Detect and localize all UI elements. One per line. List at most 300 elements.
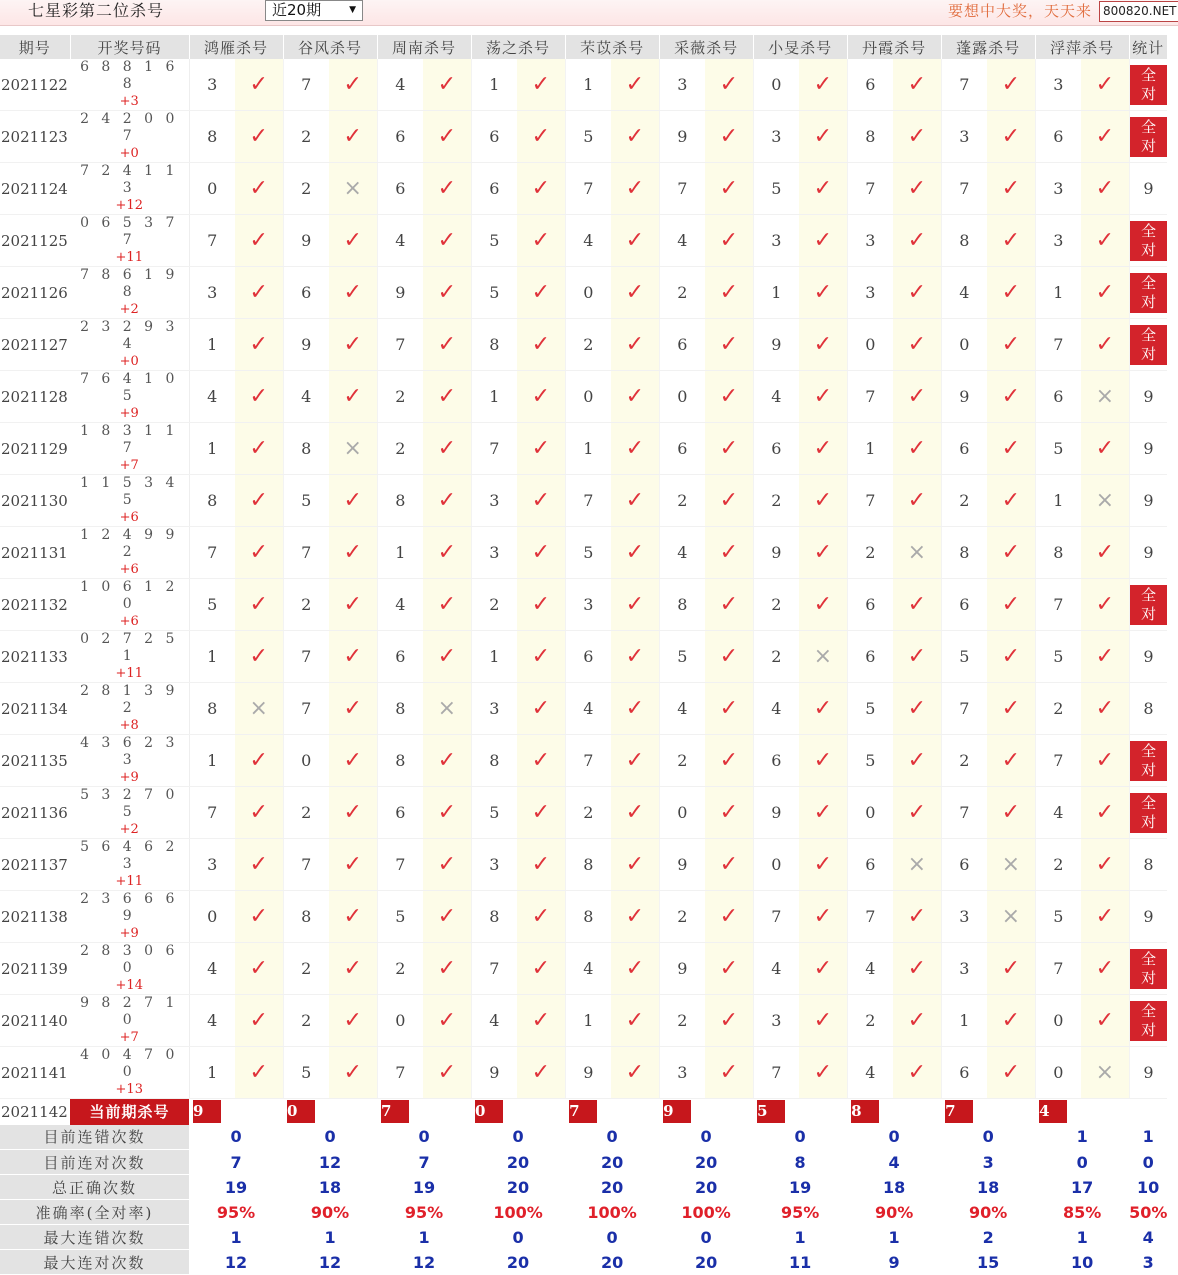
draw-digits: 1 0 6 1 2 0 [80, 579, 179, 612]
kill-number: 2 [283, 579, 329, 631]
result-cell [987, 215, 1035, 267]
result-cell [705, 215, 753, 267]
check-icon: ✓ [1001, 955, 1021, 981]
col-header-issue: 期号 [0, 35, 70, 59]
draw-cell [70, 215, 189, 267]
check-icon: ✓ [719, 123, 739, 149]
check-icon: ✓ [531, 747, 551, 773]
check-icon: ✓ [813, 539, 833, 565]
issue-number: 2021136 [0, 787, 70, 839]
stats-label: 最大连对次数 [0, 1250, 189, 1275]
result-cell [799, 423, 847, 475]
check-icon: ✓ [625, 1059, 645, 1085]
issue-number: 2021141 [0, 1047, 70, 1099]
check-icon: ✓ [343, 331, 362, 357]
site-badge[interactable]: 800820.NET [1099, 1, 1178, 22]
stats-value: 90% [941, 1200, 1035, 1225]
check-icon: ✓ [1095, 799, 1115, 825]
current-issue: 2021142 [0, 1099, 70, 1125]
kill-number: 3 [753, 111, 799, 163]
current-kill-cell [1035, 1099, 1129, 1125]
result-cell [987, 423, 1035, 475]
kill-number: 5 [847, 735, 893, 787]
result-cell [611, 163, 659, 215]
draw-digits: 9 8 2 7 1 0 [80, 995, 179, 1028]
result-cell [1081, 371, 1129, 423]
check-icon: ✓ [625, 71, 645, 97]
result-cell [987, 631, 1035, 683]
check-icon: ✓ [907, 71, 927, 97]
current-kill-number: 7 [381, 1100, 409, 1123]
check-icon: ✓ [343, 643, 362, 669]
stats-value: 0 [565, 1125, 659, 1150]
result-cell [1081, 683, 1129, 735]
table-row [0, 943, 1167, 995]
draw-increment: +0 [119, 354, 139, 369]
draw-digits: 5 3 2 7 0 5 [80, 787, 179, 820]
check-icon: ✓ [813, 591, 833, 617]
check-icon: ✓ [1001, 747, 1021, 773]
result-cell [893, 527, 941, 579]
stats-row [0, 1125, 1167, 1150]
issue-number: 2021131 [0, 527, 70, 579]
check-icon: ✓ [907, 695, 927, 721]
all-correct-badge: 全 对 [1130, 65, 1168, 105]
check-icon: ✓ [719, 227, 739, 253]
table-row [0, 111, 1167, 163]
result-cell [799, 111, 847, 163]
result-cell [705, 527, 753, 579]
kill-number: 2 [847, 995, 893, 1047]
check-icon: ✓ [719, 331, 739, 357]
check-icon: ✓ [813, 123, 833, 149]
stats-value: 1 [377, 1225, 471, 1250]
draw-cell [70, 735, 189, 787]
result-cell [423, 111, 471, 163]
draw-cell [70, 839, 189, 891]
issue-number: 2021140 [0, 995, 70, 1047]
check-icon: ✓ [343, 487, 362, 513]
cross-icon: × [907, 539, 927, 565]
stats-label: 准确率(全对率) [0, 1200, 189, 1225]
check-icon: ✓ [343, 227, 362, 253]
check-icon: ✓ [625, 955, 645, 981]
stats-total: 1 [1129, 1125, 1167, 1150]
draw-cell [70, 787, 189, 839]
kill-number: 4 [565, 683, 611, 735]
kill-number: 6 [847, 839, 893, 891]
stats-value: 20 [471, 1250, 565, 1275]
check-icon: ✓ [625, 747, 645, 773]
cross-icon: × [1095, 1059, 1115, 1085]
kill-number: 4 [565, 215, 611, 267]
kill-number: 4 [283, 371, 329, 423]
draw-increment: +8 [119, 718, 139, 733]
current-kill-cell [847, 1099, 941, 1125]
result-cell [893, 839, 941, 891]
stats-value: 1 [283, 1225, 377, 1250]
check-icon: ✓ [531, 643, 551, 669]
stats-value: 0 [471, 1125, 565, 1150]
check-icon: ✓ [907, 955, 927, 981]
all-correct-badge: 全 对 [1130, 221, 1168, 261]
result-cell [799, 579, 847, 631]
draw-cell [70, 319, 189, 371]
kill-number: 2 [659, 995, 705, 1047]
check-icon: ✓ [437, 1059, 456, 1085]
kill-number: 4 [941, 267, 987, 319]
result-cell [1081, 735, 1129, 787]
check-icon: ✓ [249, 539, 268, 565]
check-icon: ✓ [531, 1007, 551, 1033]
kill-number: 6 [941, 579, 987, 631]
check-icon: ✓ [531, 591, 551, 617]
check-icon: ✓ [719, 383, 739, 409]
stats-value: 19 [377, 1175, 471, 1200]
current-kill-cell [941, 1099, 1035, 1125]
check-icon: ✓ [343, 955, 362, 981]
kill-number: 1 [847, 423, 893, 475]
kill-number: 4 [377, 579, 423, 631]
check-icon: ✓ [343, 1007, 362, 1033]
stats-value: 12 [377, 1250, 471, 1275]
stats-total: 50% [1129, 1200, 1167, 1225]
stats-row [0, 1150, 1167, 1175]
table-row [0, 891, 1167, 943]
check-icon: ✓ [531, 331, 551, 357]
kill-number: 9 [659, 111, 705, 163]
stats-label: 目前连对次数 [0, 1150, 189, 1175]
kill-number: 8 [941, 527, 987, 579]
kill-number: 1 [941, 995, 987, 1047]
kill-number: 3 [941, 943, 987, 995]
stats-value: 8 [753, 1150, 847, 1175]
draw-digits: 7 6 4 1 0 5 [80, 371, 179, 404]
kill-number: 7 [283, 59, 329, 111]
kill-number: 0 [1035, 995, 1081, 1047]
cross-icon: × [437, 695, 456, 721]
result-cell [517, 839, 565, 891]
check-icon: ✓ [437, 591, 456, 617]
result-cell [987, 59, 1035, 111]
result-cell [893, 371, 941, 423]
check-icon: ✓ [813, 383, 833, 409]
stat-cell [1129, 891, 1167, 943]
check-icon: ✓ [813, 851, 833, 877]
check-icon: ✓ [343, 383, 362, 409]
result-cell [893, 891, 941, 943]
check-icon: ✓ [1001, 123, 1021, 149]
result-cell [235, 787, 283, 839]
result-cell [329, 579, 377, 631]
kill-number: 8 [471, 735, 517, 787]
col-header-expert: 荡之杀号 [471, 35, 565, 59]
check-icon: ✓ [625, 851, 645, 877]
result-cell [235, 995, 283, 1047]
draw-increment: +13 [115, 1082, 143, 1097]
result-cell [329, 163, 377, 215]
check-icon: ✓ [531, 123, 551, 149]
result-cell [1081, 839, 1129, 891]
period-select-value: 近20期 [272, 1, 322, 19]
result-cell [893, 943, 941, 995]
kill-number: 7 [941, 683, 987, 735]
result-cell [611, 943, 659, 995]
check-icon: ✓ [813, 71, 833, 97]
check-icon: ✓ [437, 331, 456, 357]
issue-number: 2021122 [0, 59, 70, 111]
all-correct-badge: 全 对 [1130, 585, 1168, 625]
kill-number: 5 [471, 215, 517, 267]
check-icon: ✓ [531, 71, 551, 97]
table-row [0, 163, 1167, 215]
kill-number: 4 [471, 995, 517, 1047]
kill-number: 4 [565, 943, 611, 995]
check-icon: ✓ [437, 799, 456, 825]
kill-number: 3 [471, 839, 517, 891]
kill-number: 2 [753, 631, 799, 683]
issue-number: 2021137 [0, 839, 70, 891]
stats-value: 85% [1035, 1200, 1129, 1225]
kill-number: 7 [471, 423, 517, 475]
kill-number: 3 [189, 839, 235, 891]
kill-number: 2 [1035, 683, 1081, 735]
result-cell [987, 839, 1035, 891]
result-cell [799, 735, 847, 787]
result-cell [1081, 891, 1129, 943]
result-cell [517, 995, 565, 1047]
table-row [0, 631, 1167, 683]
stats-value: 0 [189, 1125, 283, 1150]
check-icon: ✓ [625, 279, 645, 305]
draw-digits: 2 3 2 9 3 4 [80, 319, 179, 352]
draw-increment: +11 [115, 250, 143, 265]
check-icon: ✓ [1095, 435, 1115, 461]
result-cell [799, 371, 847, 423]
stats-value: 95% [189, 1200, 283, 1225]
kill-number: 3 [753, 215, 799, 267]
check-icon: ✓ [719, 1007, 739, 1033]
check-icon: ✓ [813, 747, 833, 773]
stats-value: 0 [377, 1125, 471, 1150]
result-cell [705, 839, 753, 891]
kill-number: 1 [189, 319, 235, 371]
kill-number: 5 [283, 1047, 329, 1099]
kill-number: 6 [377, 631, 423, 683]
kill-number: 1 [565, 423, 611, 475]
stats-value: 100% [471, 1200, 565, 1225]
kill-number: 4 [189, 371, 235, 423]
check-icon: ✓ [249, 955, 268, 981]
kill-number: 6 [941, 1047, 987, 1099]
stats-value: 4 [847, 1150, 941, 1175]
kill-number: 1 [189, 735, 235, 787]
result-cell [1081, 267, 1129, 319]
col-header-expert: 谷风杀号 [283, 35, 377, 59]
result-cell [799, 995, 847, 1047]
kill-number: 7 [1035, 579, 1081, 631]
kill-number: 0 [659, 371, 705, 423]
draw-cell [70, 527, 189, 579]
kill-number: 3 [471, 683, 517, 735]
check-icon: ✓ [907, 1007, 927, 1033]
table-row [0, 995, 1167, 1047]
correct-count: 9 [1143, 543, 1154, 562]
cross-icon: × [1001, 851, 1021, 877]
check-icon: ✓ [625, 799, 645, 825]
check-icon: ✓ [343, 903, 362, 929]
result-cell [799, 943, 847, 995]
check-icon: ✓ [1095, 331, 1115, 357]
kill-number: 1 [189, 423, 235, 475]
check-icon: ✓ [813, 487, 833, 513]
issue-number: 2021128 [0, 371, 70, 423]
check-icon: ✓ [531, 435, 551, 461]
stats-value: 90% [847, 1200, 941, 1225]
kill-number: 2 [565, 319, 611, 371]
stats-value: 3 [941, 1150, 1035, 1175]
current-kill-cell [189, 1099, 283, 1125]
header-row [0, 35, 1167, 59]
result-cell [705, 371, 753, 423]
kill-number: 2 [283, 163, 329, 215]
result-cell [235, 215, 283, 267]
draw-increment: +12 [115, 198, 143, 213]
stats-value: 0 [753, 1125, 847, 1150]
check-icon: ✓ [907, 331, 927, 357]
result-cell [611, 891, 659, 943]
kill-number: 7 [471, 943, 517, 995]
result-cell [611, 839, 659, 891]
table-row [0, 735, 1167, 787]
kill-number: 7 [847, 163, 893, 215]
result-cell [799, 59, 847, 111]
result-cell [423, 631, 471, 683]
kill-number: 4 [189, 943, 235, 995]
col-header-expert: 浮萍杀号 [1035, 35, 1129, 59]
check-icon: ✓ [907, 747, 927, 773]
result-cell [611, 267, 659, 319]
kill-number: 1 [1035, 475, 1081, 527]
result-cell [611, 995, 659, 1047]
check-icon: ✓ [1095, 123, 1115, 149]
draw-increment: +11 [115, 874, 143, 889]
stats-value: 20 [659, 1150, 753, 1175]
result-cell [329, 1047, 377, 1099]
result-cell [423, 787, 471, 839]
check-icon: ✓ [437, 955, 456, 981]
stats-value: 20 [659, 1175, 753, 1200]
kill-number: 8 [659, 579, 705, 631]
result-cell [987, 111, 1035, 163]
result-cell [705, 891, 753, 943]
stat-cell [1129, 371, 1167, 423]
kill-number: 9 [941, 371, 987, 423]
all-correct-badge: 全 对 [1130, 741, 1168, 781]
result-cell [517, 735, 565, 787]
stats-value: 0 [941, 1125, 1035, 1150]
result-cell [235, 943, 283, 995]
result-cell [329, 215, 377, 267]
result-cell [235, 475, 283, 527]
table-row [0, 787, 1167, 839]
draw-increment: +9 [119, 406, 139, 421]
kill-number: 3 [1035, 215, 1081, 267]
col-header-expert: 采薇杀号 [659, 35, 753, 59]
stats-value: 20 [565, 1175, 659, 1200]
check-icon: ✓ [437, 487, 456, 513]
check-icon: ✓ [625, 1007, 645, 1033]
result-cell [235, 527, 283, 579]
result-cell [987, 371, 1035, 423]
kill-number: 7 [377, 319, 423, 371]
result-cell [329, 787, 377, 839]
kill-number: 5 [377, 891, 423, 943]
result-cell [423, 995, 471, 1047]
check-icon: ✓ [343, 71, 362, 97]
check-icon: ✓ [437, 175, 456, 201]
correct-count: 9 [1143, 907, 1154, 926]
kill-number: 6 [471, 163, 517, 215]
slogan-marquee: 要想中大奖，天天来 [948, 2, 1093, 20]
kill-number: 5 [1035, 423, 1081, 475]
check-icon: ✓ [249, 383, 268, 409]
kill-number: 2 [377, 423, 423, 475]
stats-value: 18 [941, 1175, 1035, 1200]
kill-number: 7 [377, 1047, 423, 1099]
kill-number: 5 [565, 527, 611, 579]
result-cell [611, 1047, 659, 1099]
result-cell [705, 423, 753, 475]
stats-total: 0 [1129, 1150, 1167, 1175]
stats-total: 4 [1129, 1225, 1167, 1250]
check-icon: ✓ [249, 591, 268, 617]
kill-number: 9 [283, 215, 329, 267]
result-cell [423, 1047, 471, 1099]
result-cell [893, 59, 941, 111]
check-icon: ✓ [531, 383, 551, 409]
result-cell [893, 579, 941, 631]
period-select[interactable] [265, 0, 363, 21]
check-icon: ✓ [719, 279, 739, 305]
result-cell [1081, 943, 1129, 995]
kill-number: 6 [847, 631, 893, 683]
draw-digits: 7 8 6 1 9 8 [80, 267, 179, 300]
check-icon: ✓ [625, 175, 645, 201]
kill-number: 1 [565, 995, 611, 1047]
check-icon: ✓ [531, 279, 551, 305]
kill-number: 6 [1035, 111, 1081, 163]
current-kill-cell [659, 1099, 753, 1125]
kill-number-table [0, 35, 1168, 1275]
kill-number: 3 [471, 527, 517, 579]
issue-number: 2021134 [0, 683, 70, 735]
draw-digits: 1 2 4 9 9 2 [80, 527, 179, 560]
result-cell [799, 215, 847, 267]
kill-number: 8 [377, 735, 423, 787]
result-cell [423, 891, 471, 943]
kill-number: 1 [471, 631, 517, 683]
kill-number: 2 [847, 527, 893, 579]
check-icon: ✓ [1001, 695, 1021, 721]
result-cell [235, 423, 283, 475]
result-cell [799, 527, 847, 579]
result-cell [893, 163, 941, 215]
kill-number: 7 [659, 163, 705, 215]
stats-label: 总正确次数 [0, 1175, 189, 1200]
result-cell [987, 319, 1035, 371]
result-cell [611, 215, 659, 267]
